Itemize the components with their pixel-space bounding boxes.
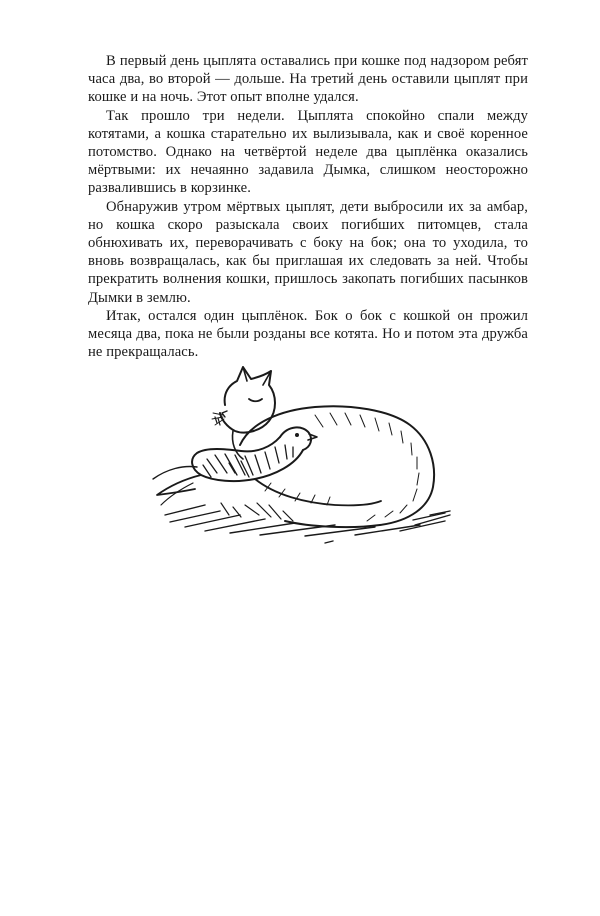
cat-tail (255, 479, 381, 505)
chick-wing (157, 475, 201, 495)
chick-eye (295, 433, 299, 437)
cat-eye (249, 399, 262, 401)
cat-and-chick-drawing (145, 355, 460, 550)
paragraph-4: Итак, остался один цыплёнок. Бок о бок с кошкой он прожил месяца два, пока не были розданы все котята. Но и потом эта дружба не прекращалась. (88, 307, 528, 361)
cat-and-chick-illustration (145, 355, 460, 550)
cat-tail-hatching (265, 483, 330, 505)
chick-beak (308, 434, 317, 440)
cat-underside (221, 503, 293, 521)
paragraph-3: Обнаружив утром мёртвых цыплят, дети выбросили их за амбар, но кошка скоро разыскала своих погибших питомцев, стала обнюхивать их, переворачивать с боку на бок; она то уходила, то вновь возвращалась, как бы приглашая их следовать за ней. Чтобы прекратить волнения кошки, пришлось закопать погибших пасынков Дымки в землю. (88, 198, 528, 306)
page-text (88, 52, 528, 361)
cat-chest (232, 431, 243, 459)
paragraph-2: Так прошло три недели. Цыплята спокойно спали между котятами, а кошка старательно их вылизывала, как и своё коренное потомство. Однако на четвёртой неделе два цыплёнка оказались мёртвыми: их нечаянно задавила Дымка, слишком неосторожно развалившись в корзинке. (88, 107, 528, 197)
paragraph-1: В первый день цыплята оставались при кошке под надзором ребят часа два, во второй — дольше. На третий день оставили цыплят при кошке и на ночь. Этот опыт вполне удался. (88, 53, 528, 106)
cat-nose (222, 411, 227, 417)
